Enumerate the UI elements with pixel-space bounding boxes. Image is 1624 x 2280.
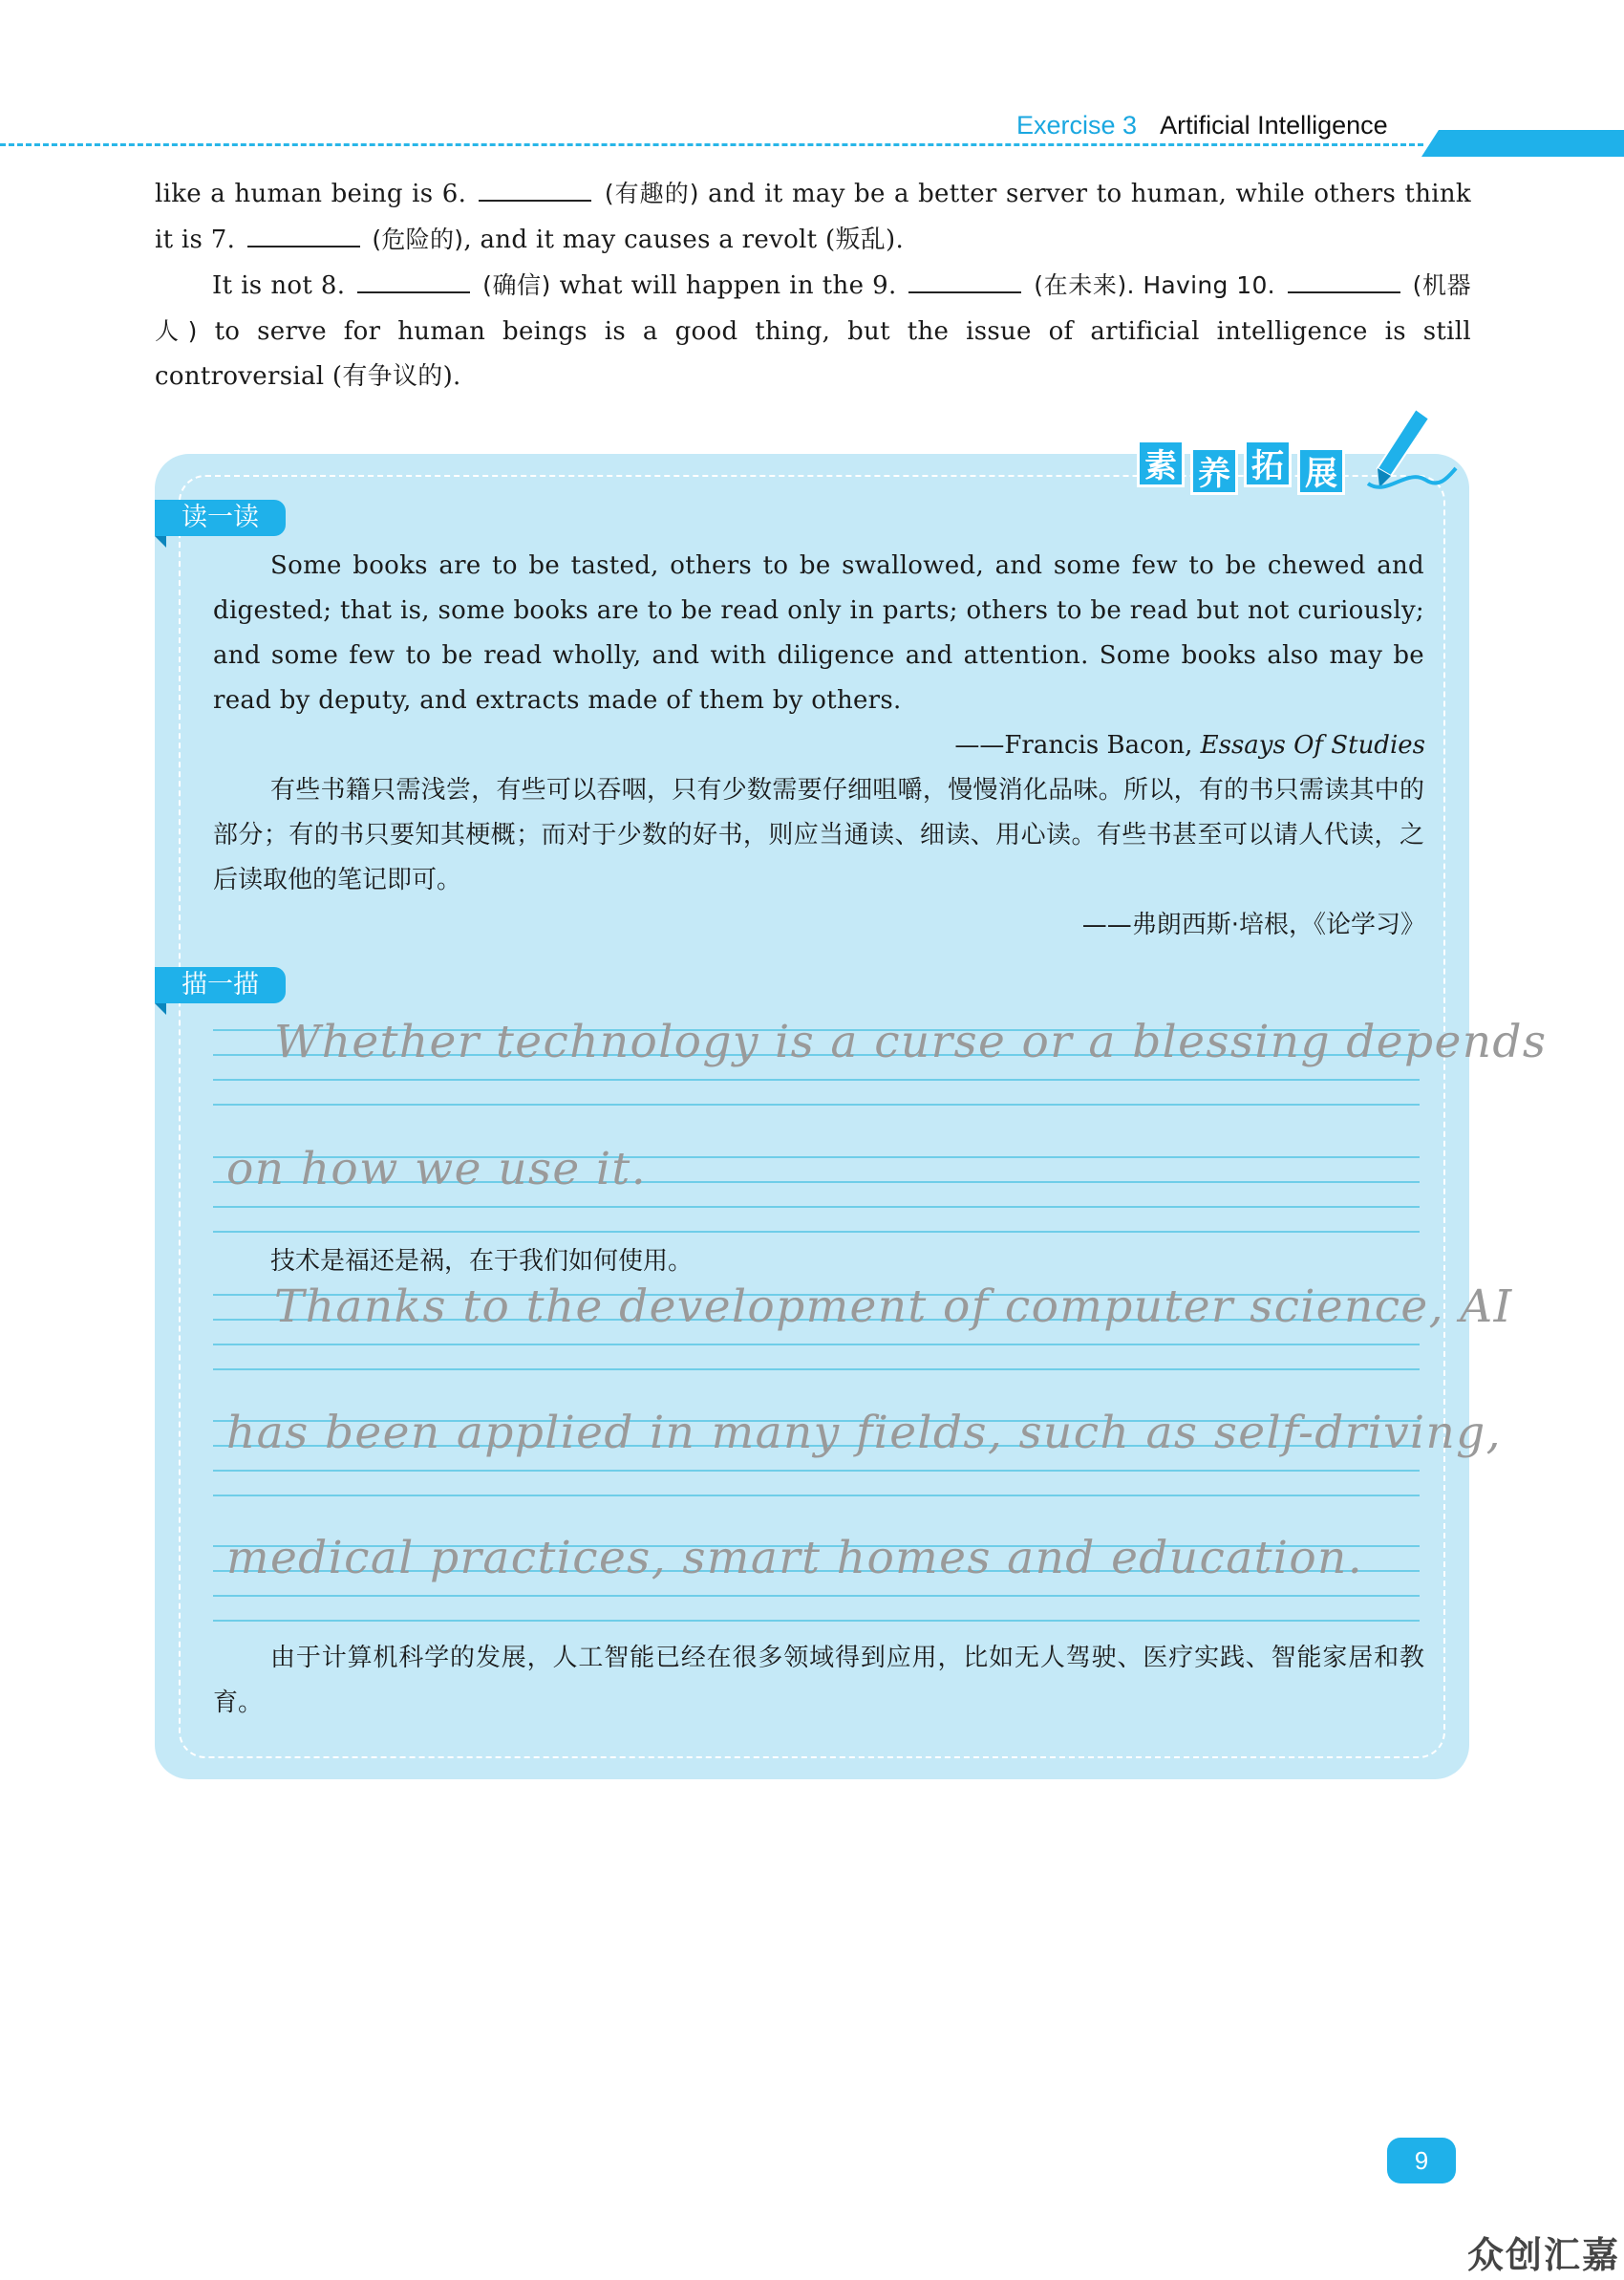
pen-icon xyxy=(1349,401,1464,497)
blank-6[interactable] xyxy=(479,177,591,202)
reading-chinese: 有些书籍只需浅尝，有些可以吞咽，只有少数需要仔细咀嚼，慢慢消化品味。所以，有的书只需读其中的部分；有的书只要知其梗概；而对于少数的好书，则应当通读、细读、用心读。有些书甚至可以请人代读，之后读取他的笔记即可。 xyxy=(213,776,1424,894)
badge-char: 素 xyxy=(1137,440,1185,487)
passage-text: , and it may causes a revolt (叛乱). xyxy=(463,226,905,254)
trace-text: Thanks to the development of computer science, AI xyxy=(274,1280,1513,1333)
reading-english: Some books are to be tasted, others to be swallowed, and some few to be chewed and digested; that is, some books are to be read only in parts; others to be read but not curiously; and some few to be read wholly, and with diligence and attention. Some books also may be read by deputy, and extracts made of them by others. xyxy=(213,551,1424,715)
attribution-chinese: ——弗朗西斯·培根，《论学习》 xyxy=(1081,911,1425,939)
blank-8[interactable] xyxy=(357,269,470,293)
trace-line xyxy=(213,1143,1420,1233)
trace-text: has been applied in many fields, such as self-driving, xyxy=(226,1407,1502,1459)
hint-6: (有趣的) xyxy=(604,180,699,207)
trace-line xyxy=(213,1407,1502,1496)
trace-translation: 技术是福还是祸，在于我们如何使用。 xyxy=(270,1247,694,1276)
hint-10: (机器人) xyxy=(155,271,1471,345)
blank-10[interactable] xyxy=(1288,269,1400,293)
badge-char: 拓 xyxy=(1244,440,1292,487)
passage-text: what will happen in the 9. xyxy=(559,271,897,300)
literacy-badge xyxy=(1137,401,1462,497)
attribution-english xyxy=(954,723,1425,768)
trace-line xyxy=(213,1016,1548,1106)
hint-7: (危险的) xyxy=(372,226,464,253)
passage-paragraph xyxy=(155,263,1471,399)
attribution-author: ——Francis Bacon, xyxy=(954,731,1201,760)
passage-text: and it may be a better server to human, while others think it is 7. xyxy=(155,180,1471,254)
attribution-title: Essays Of Studies xyxy=(1200,731,1425,760)
watermark: 众创汇嘉 xyxy=(1466,2234,1620,2276)
trace-translation: 由于计算机科学的发展，人工智能已经在很多领域得到应用，比如无人驾驶、医疗实践、智能家居和教育。 xyxy=(213,1644,1424,1717)
trace-line xyxy=(213,1280,1513,1370)
topic-label: Artificial Intelligence xyxy=(1160,111,1388,140)
trace-tag: 描一描 xyxy=(155,967,286,1003)
cloze-passage xyxy=(155,171,1471,399)
passage-paragraph xyxy=(155,171,1471,263)
exercise-label: Exercise 3 xyxy=(1016,111,1138,140)
trace-text: on how we use it. xyxy=(226,1143,648,1195)
badge-char: 养 xyxy=(1190,447,1238,495)
blank-9[interactable] xyxy=(908,269,1021,293)
hint-9: (在未来). Having 10. xyxy=(1034,271,1275,299)
read-tag: 读一读 xyxy=(155,500,286,536)
trace-text: Whether technology is a curse or a blessing depends xyxy=(274,1016,1548,1068)
header-accent-bar xyxy=(1421,130,1624,157)
trace-text: medical practices, smart homes and education. xyxy=(226,1532,1364,1584)
passage-text: to serve for human beings is a good thing, but the issue of artificial intelligence is still controversial (有争议的). xyxy=(155,317,1471,391)
badge-char: 展 xyxy=(1297,447,1345,495)
hint-8: (确信) xyxy=(482,271,551,299)
passage-text: It is not 8. xyxy=(212,271,346,300)
passage-text: like a human being is 6. xyxy=(155,180,467,208)
header-dashed-rule xyxy=(0,143,1423,146)
trace-line xyxy=(213,1532,1420,1622)
blank-7[interactable] xyxy=(247,223,360,247)
page-number: 9 xyxy=(1387,2138,1456,2183)
header-title xyxy=(1016,108,1388,142)
